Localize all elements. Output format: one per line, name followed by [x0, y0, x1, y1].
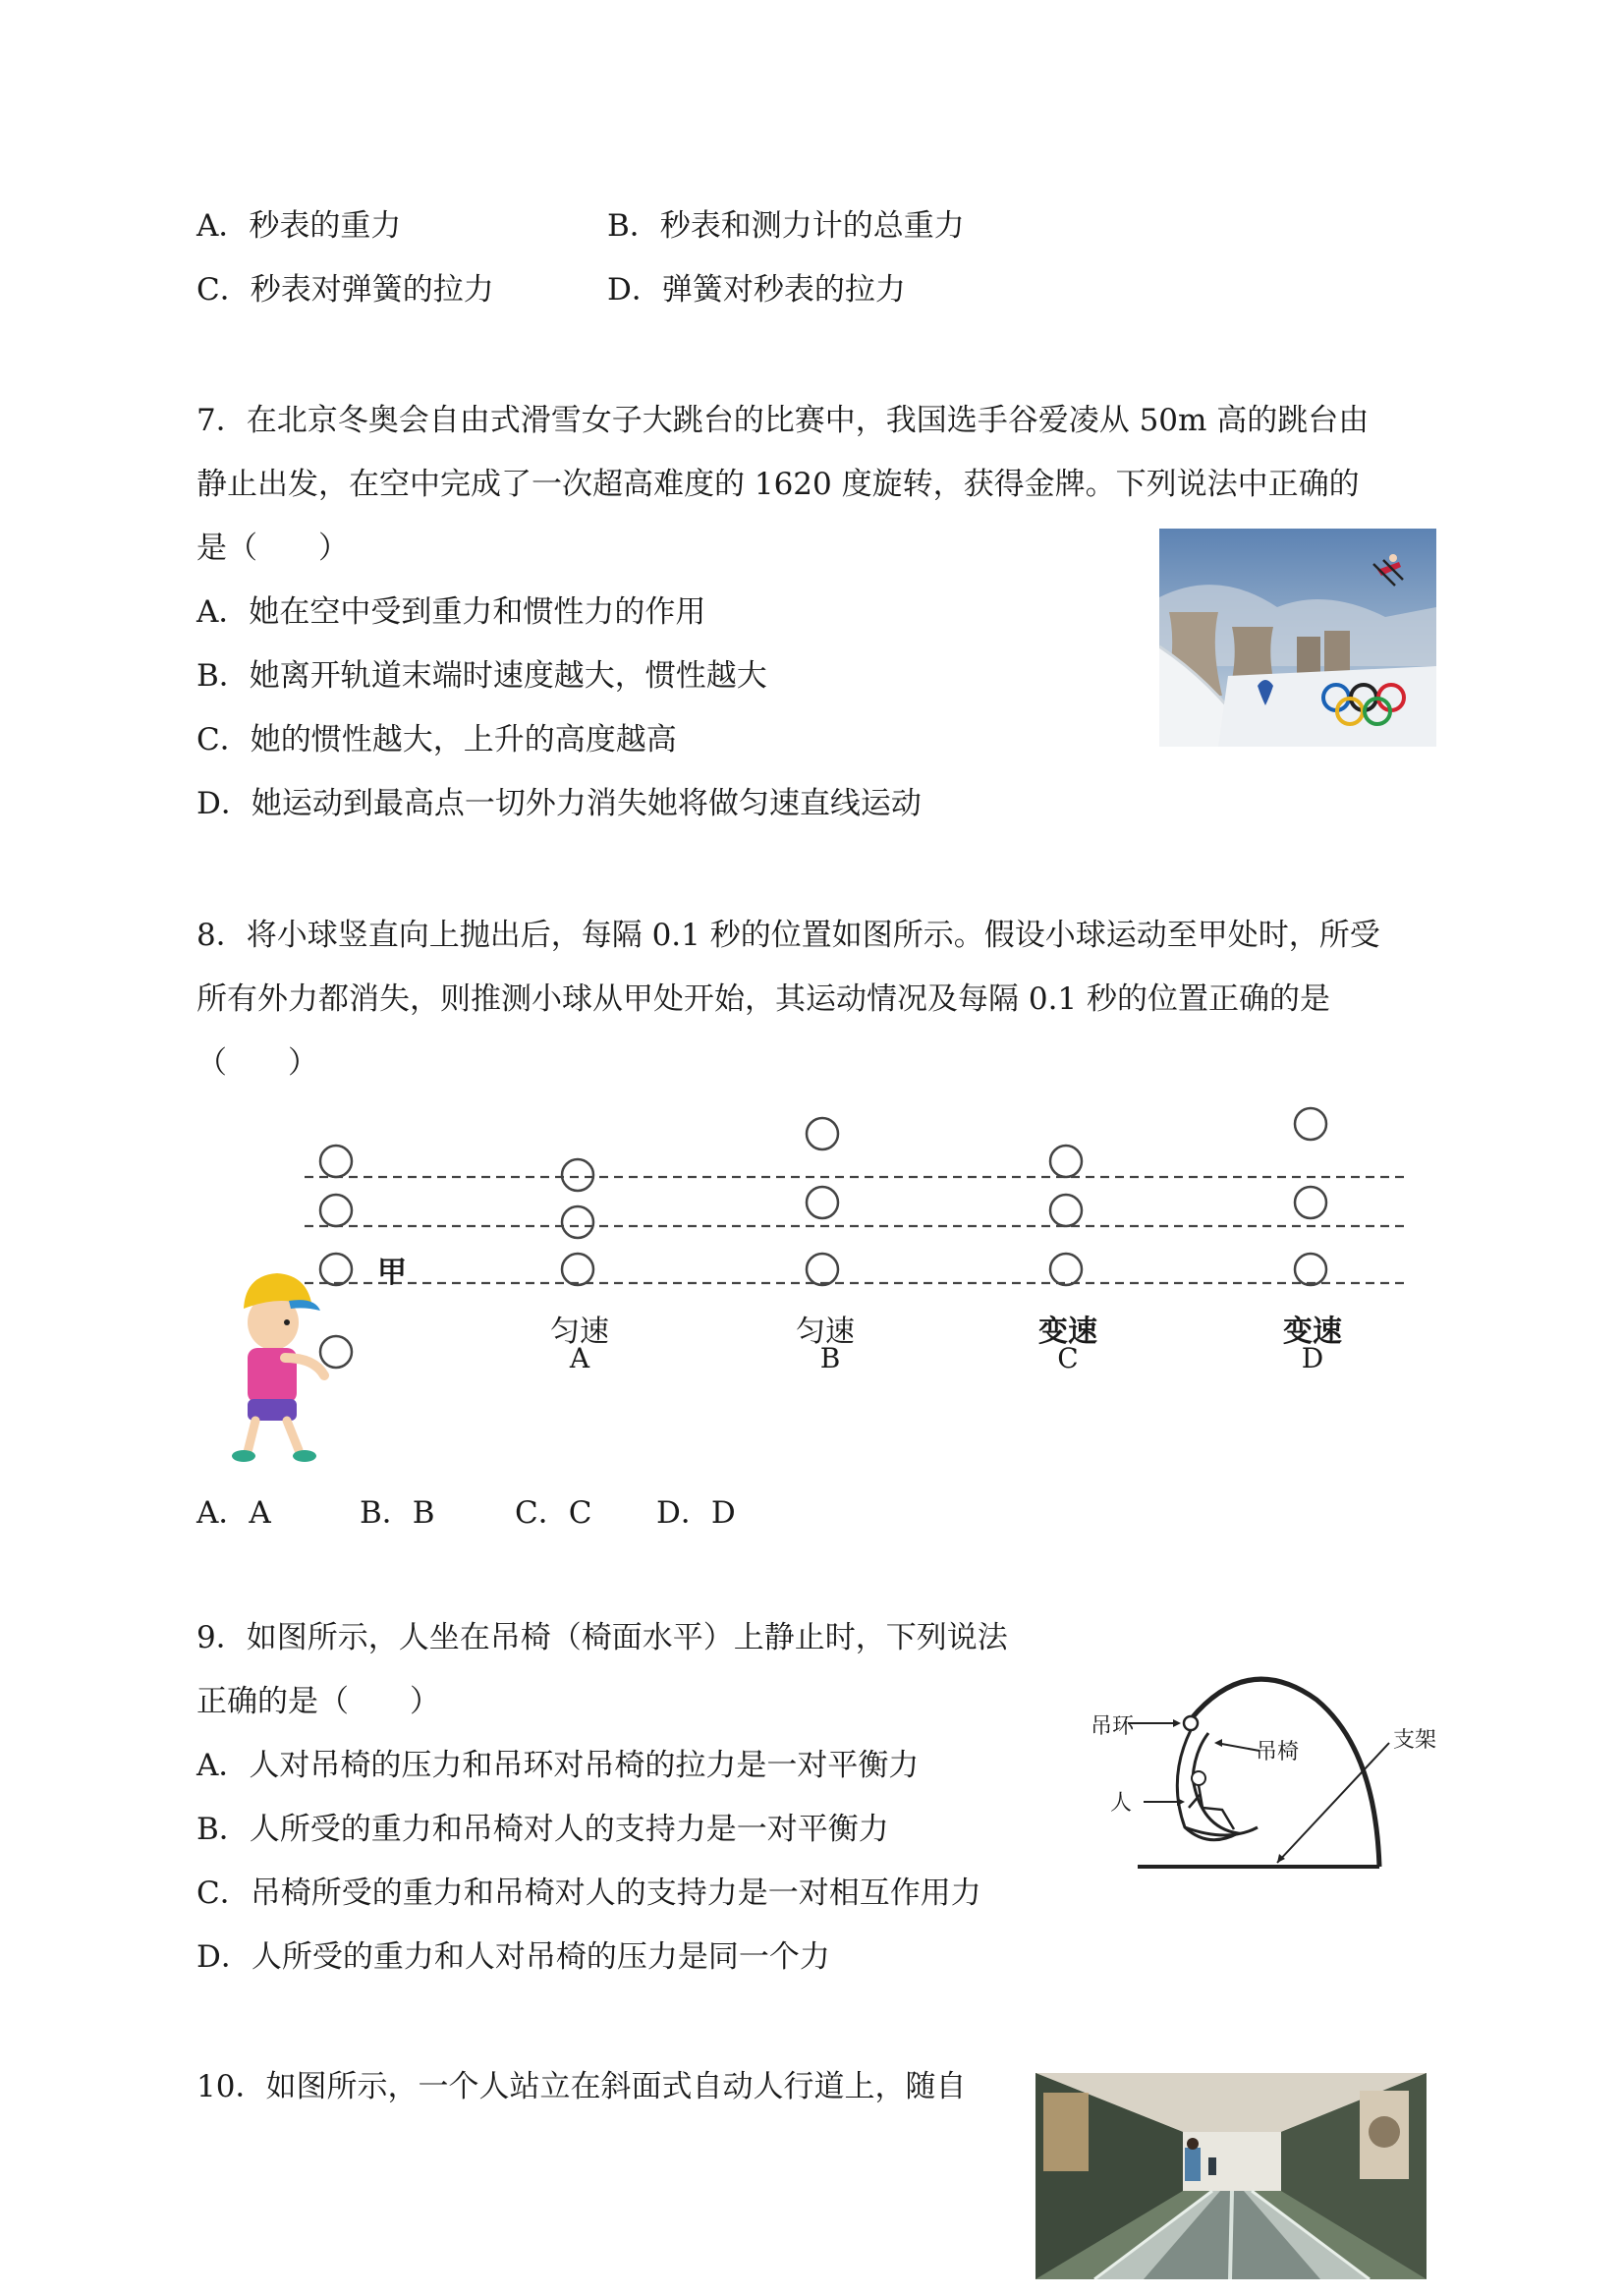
q8-stem-line-3: （ ）: [196, 1045, 318, 1081]
q6-option-d: D．弹簧对秒表的拉力: [607, 272, 906, 308]
jia-label: 甲: [377, 1256, 407, 1290]
ball-motion-figure: [226, 1100, 1425, 1474]
ski-jump-photo: [1159, 529, 1436, 747]
q8-option-d: D．D: [656, 1495, 736, 1531]
q7-stem-line-2: 静止出发，在空中完成了一次超高难度的 1620 度旋转，获得金牌。下列说法中正确的: [196, 467, 1360, 502]
q9-option-a: A．人对吊椅的压力和吊环对吊椅的拉力是一对平衡力: [196, 1748, 920, 1783]
q9-stem-line-2: 正确的是（ ）: [196, 1684, 440, 1719]
q9-option-d: D．人所受的重力和人对吊椅的压力是同一个力: [196, 1939, 830, 1975]
q8-stem-line-1: 8．将小球竖直向上抛出后，每隔 0.1 秒的位置如图所示。假设小球运动至甲处时，所受: [196, 918, 1380, 953]
frame-label: 支架: [1393, 1728, 1437, 1753]
q7-option-a: A．她在空中受到重力和惯性力的作用: [196, 594, 706, 630]
panel-d-letter: D: [1301, 1342, 1324, 1374]
person-label: 人: [1110, 1791, 1133, 1816]
q6-option-c: C．秒表对弹簧的拉力: [196, 272, 494, 308]
chair-label: 吊椅: [1256, 1740, 1300, 1764]
panel-a-motion: 匀速: [550, 1315, 609, 1349]
child-thrower-illustration: [232, 1273, 324, 1462]
panel-b-motion: 匀速: [796, 1315, 855, 1349]
q6-option-a: A．秒表的重力: [196, 208, 402, 244]
q9-option-b: B．人所受的重力和吊椅对人的支持力是一对平衡力: [196, 1812, 889, 1847]
q7-stem-line-1: 7．在北京冬奥会自由式滑雪女子大跳台的比赛中，我国选手谷爱凌从 50m 高的跳台由: [196, 403, 1370, 438]
q7-option-d: D．她运动到最高点一切外力消失她将做匀速直线运动: [196, 786, 922, 821]
hanging-chair-figure: [1091, 1660, 1444, 1876]
panel-d-motion: 变速: [1283, 1315, 1342, 1349]
q8-stem-line-2: 所有外力都消失，则推测小球从甲处开始，其运动情况及每隔 0.1 秒的位置正确的是: [196, 981, 1331, 1017]
q7-stem-line-3: 是（ ）: [196, 531, 349, 566]
panel-c-letter: C: [1057, 1342, 1079, 1374]
q7-option-b: B．她离开轨道末端时速度越大，惯性越大: [196, 658, 767, 694]
q8-option-b: B．B: [360, 1495, 435, 1531]
moving-walkway-photo: [1035, 2073, 1427, 2279]
panel-c-motion: 变速: [1038, 1315, 1097, 1349]
q7-option-c: C．她的惯性越大，上升的高度越高: [196, 722, 677, 757]
ring-label: 吊环: [1091, 1714, 1135, 1739]
q9-option-c: C．吊椅所受的重力和吊椅对人的支持力是一对相互作用力: [196, 1876, 981, 1911]
panel-b-letter: B: [819, 1342, 841, 1374]
q9-stem-line-1: 9．如图所示，人坐在吊椅（椅面水平）上静止时，下列说法: [196, 1620, 1008, 1655]
q6-option-b: B．秒表和测力计的总重力: [607, 208, 965, 244]
q10-stem-line-1: 10．如图所示，一个人站立在斜面式自动人行道上，随自: [196, 2069, 967, 2104]
panel-a-letter: A: [569, 1342, 590, 1374]
q8-option-a: A．A: [196, 1495, 271, 1531]
q8-option-c: C．C: [515, 1495, 592, 1531]
